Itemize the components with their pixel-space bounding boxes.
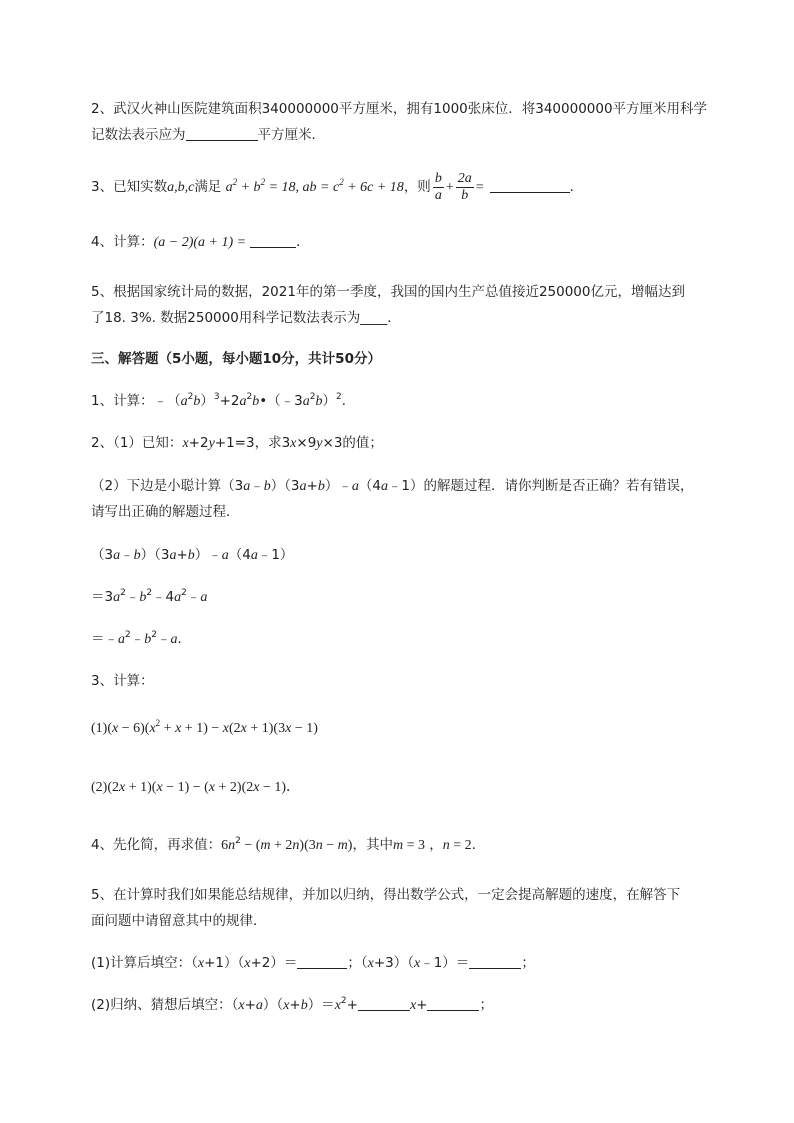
- q2-line2: [91, 125, 325, 145]
- q3-fraction-2a-over-b: $\frac{2a}{b}$: [457, 170, 472, 203]
- s2-line3: 请写出正确的解题过程．: [91, 504, 240, 520]
- s2-line2: （2）下边是小聪计算（3a﹣b）（3a+b）﹣a（4a﹣1）的解题过程．请你判断是否正确？若有错误，: [91, 478, 694, 494]
- s3-part1: $(1)(x - 6)(x^2 + x + 1) - x(2x + 1)(3x - 1)$: [91, 718, 318, 736]
- s5-part2: (2)归纳、猜想后填空：$(x+a)(x+b)=x^2+ x+$ ；: [91, 996, 493, 1013]
- q5-line1: 5、根据国家统计局的数据，2021年的第一季度，我国的国内生产总值接近250000亿元，增幅达到: [91, 284, 685, 300]
- section-three-title: 三、解答题（5小题，每小题10分，共计50分）: [91, 351, 381, 367]
- q3-fraction-b-over-a: $\frac{b}{a}$: [434, 170, 442, 203]
- s5-blank-2: [469, 954, 521, 969]
- s5-line1: 5、在计算时我们如果能总结规律，并加以归纳，得出数学公式，一定会提高解题的速度，在解答下: [91, 887, 681, 903]
- q4-expression: (a − 2)(a + 1) =: [153, 235, 247, 250]
- q5-line2: 了18. 3%. 数据250000用科学记数法表示为____．: [91, 310, 401, 326]
- q2-text-a: 记数法表示应为: [91, 127, 186, 143]
- q3-line: 3、已知实数a,b,c满足 $a^2 + b^2 = 18$, ab = $c^2 + 6c + 18$，则 $\frac{b}{a}$ + $\frac{2a}{b}$ = ．: [91, 170, 584, 203]
- q2-text-b: 平方厘米．: [257, 127, 325, 143]
- s2-work-1: （3a﹣b）（3a+b）﹣a（4a﹣1）: [91, 547, 294, 563]
- s5-part1: (1)计算后填空：（x+1）（x+2）＝ ；（x+3）（x﹣1）＝ ；: [91, 955, 535, 971]
- q4-answer-blank: [250, 233, 296, 248]
- s2-line1: 2、（1）已知：x+2y+1=3，求3x×9y×3的值；: [91, 435, 383, 451]
- s5-blank-4: [427, 996, 479, 1011]
- q3-end: ．: [569, 179, 584, 195]
- q2-answer-blank: [186, 126, 258, 141]
- q4-end: ．: [296, 234, 310, 250]
- q4-text-a: 4、计算：: [91, 234, 154, 250]
- s5-blank-1: [297, 954, 347, 969]
- s3-part2: (2)(2x + 1)(x − 1) − (x + 2)(2x − 1)．: [91, 779, 301, 795]
- q3-answer-blank: [490, 178, 570, 193]
- s2-work-3: $=﹣a^2﹣b^2﹣a$．: [91, 630, 191, 647]
- q2-line1: 2、武汉火神山医院建筑面积340000000平方厘米，拥有1000张床位．将340000000平方厘米用科学: [91, 101, 708, 117]
- q3-text-a: 3、已知实数: [91, 179, 168, 195]
- s5-blank-3: [358, 996, 410, 1011]
- q3-text-b: 满足: [194, 179, 222, 195]
- s3-title: 3、计算：: [91, 673, 154, 689]
- q4-line: [91, 232, 310, 253]
- q3-vars: a,b,c: [167, 180, 195, 195]
- q3-condition: $a^2 + b^2 = 18$, ab = $c^2 + 6c + 18$: [225, 177, 404, 195]
- s2-work-2: $=3a^2﹣b^2﹣4a^2﹣a$: [91, 588, 208, 605]
- q3-text-c: ，则: [403, 179, 431, 195]
- s5-line2: 面问题中请留意其中的规律．: [91, 913, 267, 929]
- s4-line: 4、先化简，再求值：$6n^2 - (m + 2n)(3n - m)$，其中m = 3 ，n = 2．: [91, 836, 486, 853]
- s1-line: 1、计算：$﹣(a^2b)^3+2a^2b•(﹣3a^2b)^2$．: [91, 392, 356, 409]
